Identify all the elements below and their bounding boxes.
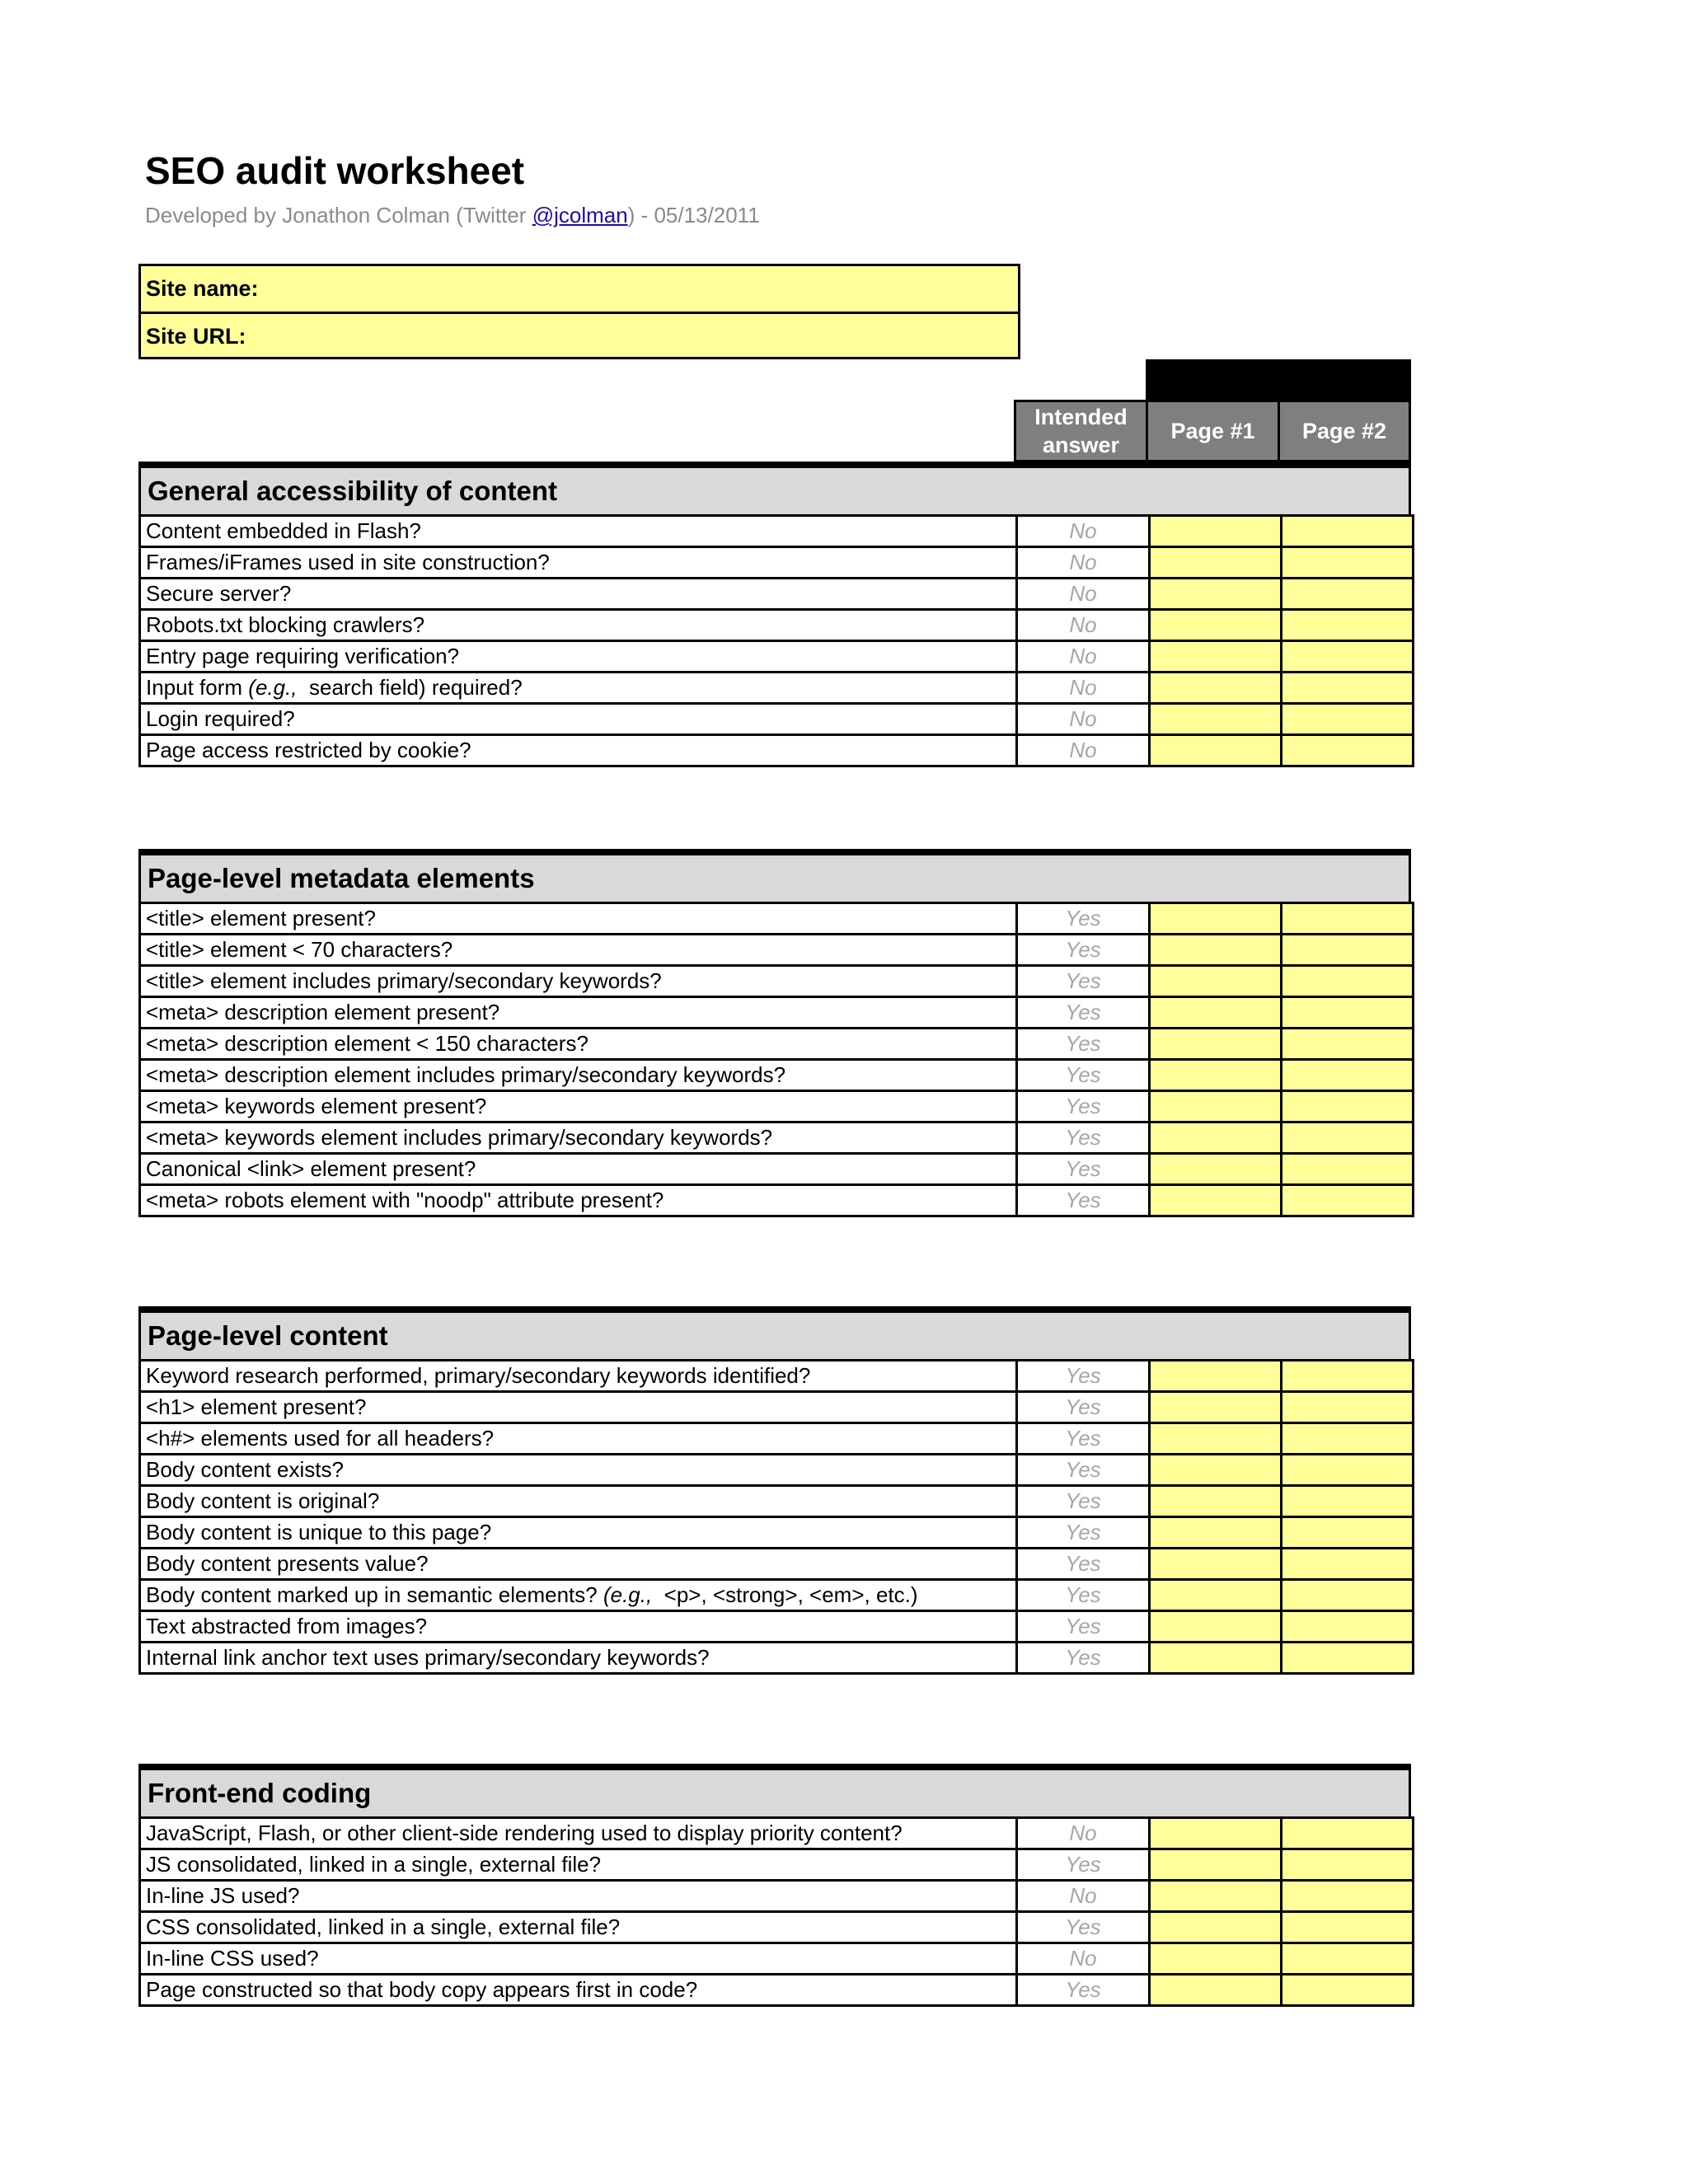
question-cell: Body content is original? — [140, 1486, 1017, 1517]
page-1-answer-cell[interactable] — [1150, 1361, 1282, 1392]
page-2-answer-cell[interactable] — [1282, 1122, 1414, 1154]
page-1-answer-cell[interactable] — [1150, 966, 1282, 997]
question-cell: <meta> keywords element includes primary/secondary keywords? — [140, 1122, 1017, 1154]
question-q-em: (e.g., — [603, 1582, 653, 1607]
page-1-answer-cell[interactable] — [1150, 704, 1282, 735]
table-row — [140, 1943, 1414, 1975]
page-2-answer-cell[interactable] — [1282, 1029, 1414, 1060]
question-cell: JS consolidated, linked in a single, external file? — [140, 1849, 1017, 1881]
page-1-answer-cell[interactable] — [1150, 903, 1282, 935]
site-info-box — [138, 264, 1020, 359]
question-cell: Keyword research performed, primary/secondary keywords identified? — [140, 1361, 1017, 1392]
twitter-link[interactable]: @jcolman — [532, 203, 628, 227]
intended-answer-cell: Yes — [1017, 1580, 1150, 1611]
intended-answer-cell: Yes — [1017, 1122, 1150, 1154]
page-2-answer-cell[interactable] — [1282, 966, 1414, 997]
section-front-end-coding — [138, 1764, 1411, 2007]
question-q-pre: Input form — [146, 675, 249, 700]
question-cell: <h#> elements used for all headers? — [140, 1423, 1017, 1455]
intended-answer-cell: Yes — [1017, 1849, 1150, 1881]
page-2-answer-cell[interactable] — [1282, 641, 1414, 673]
section-table — [138, 1816, 1414, 2007]
page-1-answer-cell[interactable] — [1150, 1154, 1282, 1185]
page-2-answer-cell[interactable] — [1282, 1643, 1414, 1674]
intended-answer-cell: Yes — [1017, 1361, 1150, 1392]
intended-answer-cell: No — [1017, 1818, 1150, 1849]
intended-answer-cell: Yes — [1017, 1455, 1150, 1486]
question-cell: <meta> keywords element present? — [140, 1091, 1017, 1122]
page-2-answer-cell[interactable] — [1282, 516, 1414, 547]
site-name-field[interactable] — [141, 266, 1018, 312]
site-url-label: Site URL: — [146, 324, 246, 349]
question-cell: Canonical <link> element present? — [140, 1154, 1017, 1185]
intended-answer-cell: Yes — [1017, 1643, 1150, 1674]
page-columns-header-bar — [1146, 359, 1411, 401]
question-cell: Robots.txt blocking crawlers? — [140, 610, 1017, 641]
page-1-answer-cell[interactable] — [1150, 1060, 1282, 1091]
intended-line1: Intended — [1034, 405, 1128, 429]
question-cell: In-line JS used? — [140, 1881, 1017, 1912]
page-2-answer-cell[interactable] — [1282, 935, 1414, 966]
question-cell: <meta> description element present? — [140, 997, 1017, 1029]
section-top-border — [138, 462, 1411, 468]
table-row — [140, 673, 1414, 704]
section-title: Page-level content — [138, 1313, 1411, 1359]
page-1-answer-cell[interactable] — [1150, 610, 1282, 641]
table-row — [140, 1849, 1414, 1881]
page-2-answer-cell[interactable] — [1282, 1849, 1414, 1881]
page-2-answer-cell[interactable] — [1282, 1818, 1414, 1849]
intended-answer-cell: Yes — [1017, 1091, 1150, 1122]
table-row — [140, 1881, 1414, 1912]
question-cell: CSS consolidated, linked in a single, external file? — [140, 1912, 1017, 1943]
table-row — [140, 1643, 1414, 1674]
column-header-page-2 — [1278, 400, 1411, 462]
page-1-answer-cell[interactable] — [1150, 1643, 1282, 1674]
page-2-answer-cell[interactable] — [1282, 1943, 1414, 1975]
site-url-field[interactable] — [141, 312, 1018, 357]
page-2-answer-cell[interactable] — [1282, 1392, 1414, 1423]
question-cell: Body content is unique to this page? — [140, 1517, 1017, 1549]
page-1-answer-cell[interactable] — [1150, 1486, 1282, 1517]
question-cell: JavaScript, Flash, or other client-side rendering used to display priority content? — [140, 1818, 1017, 1849]
page-2-answer-cell[interactable] — [1282, 673, 1414, 704]
intended-answer-cell: Yes — [1017, 1423, 1150, 1455]
table-row — [140, 1423, 1414, 1455]
table-row — [140, 1486, 1414, 1517]
page-1-answer-cell[interactable] — [1150, 935, 1282, 966]
page-title: SEO audit worksheet — [145, 149, 525, 192]
page-1-answer-cell[interactable] — [1150, 1423, 1282, 1455]
question-cell: <h1> element present? — [140, 1392, 1017, 1423]
page1-label: Page #1 — [1170, 419, 1255, 443]
page-1-answer-cell[interactable] — [1150, 1943, 1282, 1975]
table-row — [140, 997, 1414, 1029]
table-row — [140, 1580, 1414, 1611]
table-row — [140, 903, 1414, 935]
page-2-answer-cell[interactable] — [1282, 704, 1414, 735]
intended-answer-cell: No — [1017, 1943, 1150, 1975]
intended-answer-cell: Yes — [1017, 997, 1150, 1029]
column-header-page-1 — [1146, 400, 1280, 462]
page-2-answer-cell[interactable] — [1282, 1881, 1414, 1912]
intended-answer-cell: Yes — [1017, 1549, 1150, 1580]
section-page-level-metadata-elements — [138, 849, 1411, 1217]
page-1-answer-cell[interactable] — [1150, 1580, 1282, 1611]
page-2-answer-cell[interactable] — [1282, 735, 1414, 766]
question-cell: <meta> description element includes primary/secondary keywords? — [140, 1060, 1017, 1091]
intended-answer-cell: Yes — [1017, 1975, 1150, 2006]
page-1-answer-cell[interactable] — [1150, 579, 1282, 610]
site-name-label: Site name: — [146, 276, 259, 301]
intended-answer-cell: No — [1017, 735, 1150, 766]
intended-answer-cell: Yes — [1017, 966, 1150, 997]
page-1-answer-cell[interactable] — [1150, 735, 1282, 766]
intended-answer-cell: Yes — [1017, 903, 1150, 935]
table-row — [140, 1154, 1414, 1185]
page-2-answer-cell[interactable] — [1282, 1975, 1414, 2006]
page-1-answer-cell[interactable] — [1150, 547, 1282, 579]
question-cell: <title> element includes primary/secondary keywords? — [140, 966, 1017, 997]
page-1-answer-cell[interactable] — [1150, 997, 1282, 1029]
page-2-answer-cell[interactable] — [1282, 1361, 1414, 1392]
section-top-border — [138, 1306, 1411, 1313]
question-cell: Text abstracted from images? — [140, 1611, 1017, 1643]
table-row — [140, 704, 1414, 735]
intended-answer-cell: No — [1017, 1881, 1150, 1912]
question-cell: Secure server? — [140, 579, 1017, 610]
question-q-post: search field) required? — [297, 675, 523, 700]
column-header-intended-answer — [1014, 400, 1148, 462]
intended-answer-cell: Yes — [1017, 1392, 1150, 1423]
table-row — [140, 579, 1414, 610]
question-cell: Entry page requiring verification? — [140, 641, 1017, 673]
page-1-answer-cell[interactable] — [1150, 1881, 1282, 1912]
question-cell — [140, 1580, 1017, 1611]
page-1-answer-cell[interactable] — [1150, 1185, 1282, 1216]
intended-answer-cell: No — [1017, 704, 1150, 735]
question-q-pre: Body content marked up in semantic elements? — [146, 1582, 603, 1607]
page-1-answer-cell[interactable] — [1150, 1849, 1282, 1881]
question-cell: <meta> description element < 150 characters? — [140, 1029, 1017, 1060]
intended-answer-cell: Yes — [1017, 1912, 1150, 1943]
page-1-answer-cell[interactable] — [1150, 1122, 1282, 1154]
section-table — [138, 1359, 1414, 1675]
table-row — [140, 1549, 1414, 1580]
page-1-answer-cell[interactable] — [1150, 516, 1282, 547]
page-1-answer-cell[interactable] — [1150, 1455, 1282, 1486]
page-2-answer-cell[interactable] — [1282, 903, 1414, 935]
subtitle-suffix: ) - 05/13/2011 — [627, 203, 760, 227]
page-1-answer-cell[interactable] — [1150, 1091, 1282, 1122]
table-row — [140, 1060, 1414, 1091]
page-1-answer-cell[interactable] — [1150, 1549, 1282, 1580]
section-title: Front-end coding — [138, 1770, 1411, 1816]
table-row — [140, 1611, 1414, 1643]
table-row — [140, 966, 1414, 997]
table-row — [140, 1185, 1414, 1216]
page-1-answer-cell[interactable] — [1150, 1611, 1282, 1643]
question-cell — [140, 673, 1017, 704]
intended-answer-cell: Yes — [1017, 1611, 1150, 1643]
page-2-answer-cell[interactable] — [1282, 997, 1414, 1029]
table-row — [140, 1091, 1414, 1122]
subtitle-prefix: Developed by Jonathon Colman (Twitter — [145, 203, 532, 227]
section-title: Page-level metadata elements — [138, 855, 1411, 902]
table-row — [140, 516, 1414, 547]
intended-answer-cell: No — [1017, 516, 1150, 547]
page-2-answer-cell[interactable] — [1282, 1611, 1414, 1643]
page-2-answer-cell[interactable] — [1282, 1912, 1414, 1943]
intended-answer-cell: Yes — [1017, 1486, 1150, 1517]
page-2-answer-cell[interactable] — [1282, 1154, 1414, 1185]
table-row — [140, 935, 1414, 966]
page-2-answer-cell[interactable] — [1282, 1091, 1414, 1122]
section-top-border — [138, 1764, 1411, 1770]
table-row — [140, 641, 1414, 673]
intended-answer-cell: Yes — [1017, 1029, 1150, 1060]
question-cell: Page constructed so that body copy appears first in code? — [140, 1975, 1017, 2006]
page2-label: Page #2 — [1301, 419, 1387, 443]
section-top-border — [138, 849, 1411, 855]
question-cell: Internal link anchor text uses primary/secondary keywords? — [140, 1643, 1017, 1674]
question-cell: Body content exists? — [140, 1455, 1017, 1486]
table-row — [140, 610, 1414, 641]
question-cell: Body content presents value? — [140, 1549, 1017, 1580]
intended-answer-cell: Yes — [1017, 1517, 1150, 1549]
section-table — [138, 902, 1414, 1217]
page-1-answer-cell[interactable] — [1150, 1912, 1282, 1943]
page-2-answer-cell[interactable] — [1282, 1580, 1414, 1611]
intended-line2: answer — [1042, 433, 1120, 457]
question-cell: <title> element < 70 characters? — [140, 935, 1017, 966]
table-row — [140, 1975, 1414, 2006]
question-q-post: <p>, <strong>, <em>, etc.) — [652, 1582, 918, 1607]
table-row — [140, 1818, 1414, 1849]
table-row — [140, 1122, 1414, 1154]
table-row — [140, 547, 1414, 579]
page-2-answer-cell[interactable] — [1282, 1185, 1414, 1216]
intended-answer-cell: Yes — [1017, 1185, 1150, 1216]
question-cell: In-line CSS used? — [140, 1943, 1017, 1975]
page-2-answer-cell[interactable] — [1282, 1060, 1414, 1091]
intended-answer-cell: No — [1017, 610, 1150, 641]
subtitle — [145, 203, 760, 228]
question-q-em: (e.g., — [248, 675, 298, 700]
section-page-level-content — [138, 1306, 1411, 1675]
table-row — [140, 1517, 1414, 1549]
page-1-answer-cell[interactable] — [1150, 1975, 1282, 2006]
page-1-answer-cell[interactable] — [1150, 1392, 1282, 1423]
table-row — [140, 1392, 1414, 1423]
page-1-answer-cell[interactable] — [1150, 1517, 1282, 1549]
section-general-accessibility-of-content — [138, 462, 1411, 767]
question-cell: <title> element present? — [140, 903, 1017, 935]
page-2-answer-cell[interactable] — [1282, 1486, 1414, 1517]
intended-answer-cell: No — [1017, 641, 1150, 673]
page-1-answer-cell[interactable] — [1150, 673, 1282, 704]
page-1-answer-cell[interactable] — [1150, 1818, 1282, 1849]
intended-answer-cell: Yes — [1017, 1154, 1150, 1185]
page-2-answer-cell[interactable] — [1282, 579, 1414, 610]
question-cell: Login required? — [140, 704, 1017, 735]
table-row — [140, 1361, 1414, 1392]
intended-answer-cell: Yes — [1017, 935, 1150, 966]
page-2-answer-cell[interactable] — [1282, 610, 1414, 641]
page-2-answer-cell[interactable] — [1282, 547, 1414, 579]
page-2-answer-cell[interactable] — [1282, 1549, 1414, 1580]
table-row — [140, 735, 1414, 766]
table-row — [140, 1912, 1414, 1943]
page-1-answer-cell[interactable] — [1150, 641, 1282, 673]
intended-answer-cell: No — [1017, 673, 1150, 704]
table-row — [140, 1029, 1414, 1060]
question-cell: Page access restricted by cookie? — [140, 735, 1017, 766]
question-cell: <meta> robots element with "noodp" attribute present? — [140, 1185, 1017, 1216]
intended-answer-cell: No — [1017, 547, 1150, 579]
page-1-answer-cell[interactable] — [1150, 1029, 1282, 1060]
intended-answer-cell: No — [1017, 579, 1150, 610]
intended-answer-cell: Yes — [1017, 1060, 1150, 1091]
page-2-answer-cell[interactable] — [1282, 1455, 1414, 1486]
section-title: General accessibility of content — [138, 468, 1411, 514]
page-2-answer-cell[interactable] — [1282, 1423, 1414, 1455]
table-row — [140, 1455, 1414, 1486]
question-cell: Content embedded in Flash? — [140, 516, 1017, 547]
question-cell: Frames/iFrames used in site construction? — [140, 547, 1017, 579]
section-table — [138, 514, 1414, 767]
page-2-answer-cell[interactable] — [1282, 1517, 1414, 1549]
